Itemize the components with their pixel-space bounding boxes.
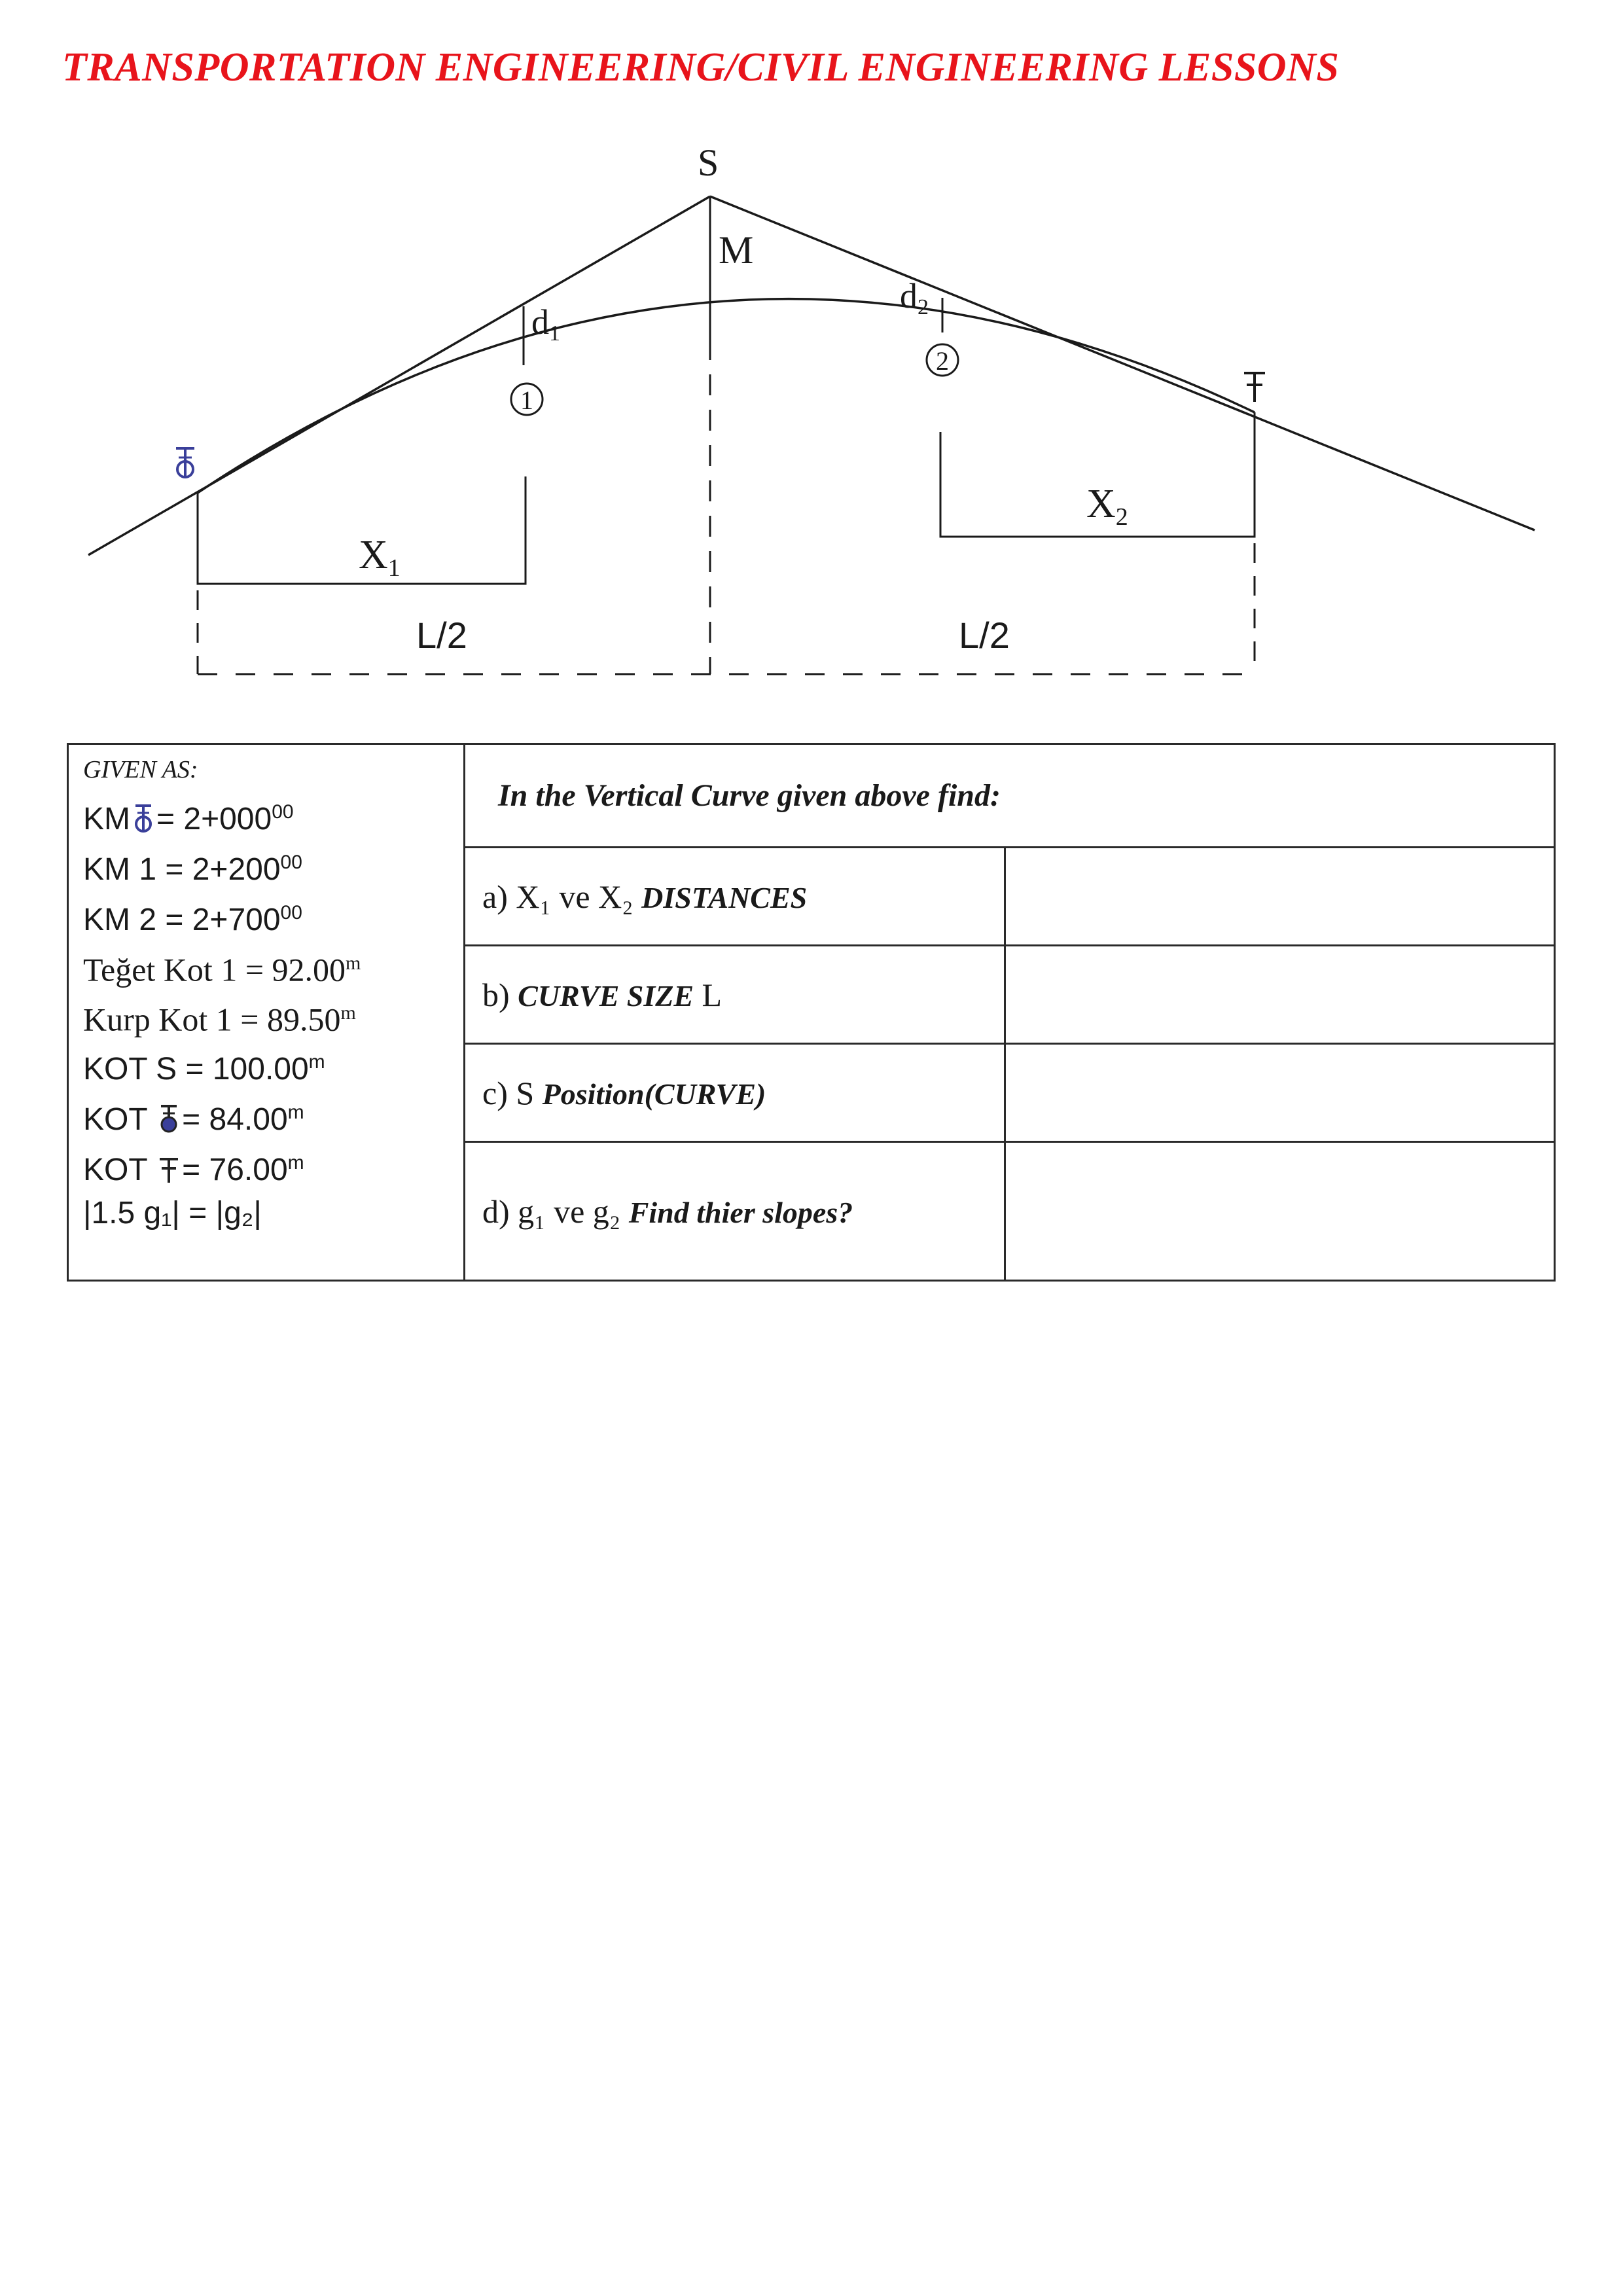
question-c: c) S Position(CURVE) xyxy=(465,1044,1005,1142)
parabolic-curve xyxy=(198,299,1255,493)
given-teget-kot: Teğet Kot $1 = 92.00^m$ xyxy=(83,951,361,988)
given-kot-s: KOT $S = 100.00^m$ xyxy=(83,1051,325,1087)
tangent-start-icon xyxy=(176,448,194,477)
given-km1: KM $1 = 2+200^{00}$ xyxy=(83,852,302,887)
answer-d-cell[interactable] xyxy=(1005,1142,1555,1281)
given-heading: GIVEN AS: xyxy=(83,756,198,783)
tangent-start-icon xyxy=(130,803,156,833)
tangent-line-left xyxy=(88,196,710,555)
point-2-label: 2 xyxy=(936,346,949,376)
label-d1: d1 xyxy=(531,302,560,346)
vertical-curve-diagram xyxy=(0,92,1623,720)
question-b: b) CURVE SIZE L xyxy=(465,946,1005,1044)
point-2-marker xyxy=(927,344,958,376)
label-l2-left: L/2 xyxy=(416,615,467,656)
question-intro: In the Vertical Curve given above find: xyxy=(465,744,1555,848)
point-1-label: 1 xyxy=(520,386,533,415)
tangent-start-icon xyxy=(156,1103,182,1134)
answer-c-cell[interactable] xyxy=(1005,1044,1555,1142)
label-d2: d2 xyxy=(900,276,929,319)
label-l2-right: L/2 xyxy=(959,615,1010,656)
question-a: a) X₁ ve X₂ DISTANCES xyxy=(465,848,1005,946)
given-slope-relation: |1.5 g₁| = |g₂| xyxy=(83,1196,262,1231)
given-kurp-kot: Kurp Kot $1 = 89.50^m$ xyxy=(83,1001,356,1038)
given-km2: KM $2 = 2+700^{00}$ xyxy=(83,902,302,937)
label-s: S xyxy=(698,141,719,184)
tangent-line-right xyxy=(710,196,1535,530)
answer-a-cell[interactable] xyxy=(1005,848,1555,946)
label-m: M xyxy=(719,228,754,272)
label-x1: X1 xyxy=(359,533,401,582)
tangent-end-icon xyxy=(1244,373,1265,402)
label-x2: X2 xyxy=(1086,482,1128,531)
answer-b-cell[interactable] xyxy=(1005,946,1555,1044)
point-1-marker xyxy=(511,384,543,415)
given-km-start: KM = $2+000^{00}$ xyxy=(83,801,294,836)
page-title: TRANSPORTATION ENGINEERING/CIVIL ENGINEERING LESSONS xyxy=(62,45,1340,90)
tangent-end-icon xyxy=(156,1154,182,1184)
given-cell xyxy=(68,744,465,1281)
problem-table xyxy=(67,743,1556,1282)
vertical-curve-svg xyxy=(0,92,1623,720)
given-kot-end: KOT = $76.00^m$ xyxy=(83,1152,304,1188)
given-kot-start: KOT = $84.00^m$ xyxy=(83,1102,304,1138)
question-d: d) g₁ ve g₂ Find thier slopes? xyxy=(465,1142,1005,1281)
